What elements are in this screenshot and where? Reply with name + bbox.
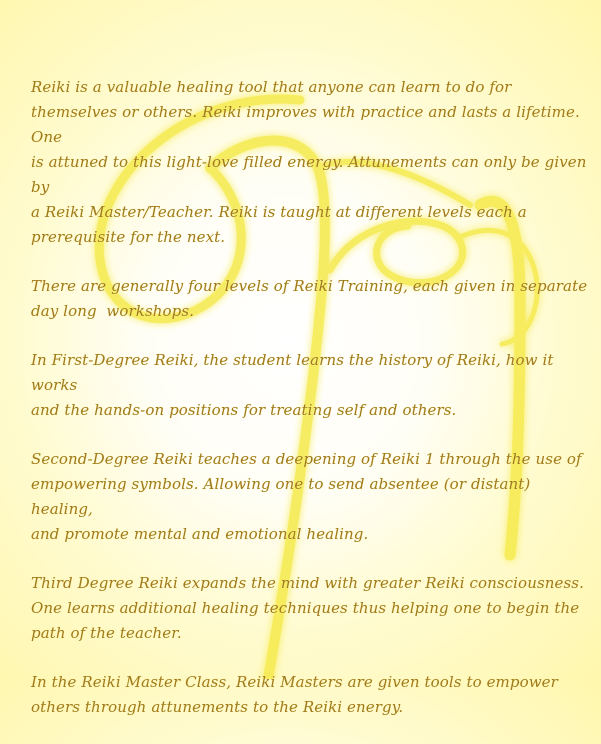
text-line: Reiki is a valuable healing tool that anyone can learn to do for <box>31 78 512 96</box>
text-line: day long workshops. <box>31 302 195 320</box>
second-degree-paragraph <box>31 447 591 547</box>
intro-paragraph <box>31 75 591 250</box>
text-line: One learns additional healing techniques thus helping one to begin the <box>31 599 580 617</box>
text-line: and promote mental and emotional healing. <box>31 525 369 543</box>
text-line: a Reiki Master/Teacher. Reiki is taught at different levels each a <box>31 203 527 221</box>
text-line: empowering symbols. Allowing one to send absentee (or distant) healing, <box>31 475 531 518</box>
levels-paragraph <box>31 274 591 324</box>
third-degree-paragraph <box>31 571 591 646</box>
text-line: In the Reiki Master Class, Reiki Masters are given tools to empower <box>31 673 558 691</box>
text-line: path of the teacher. <box>31 624 182 642</box>
text-line: There are generally four levels of Reiki Training, each given in separate <box>31 277 588 295</box>
text-line: Second-Degree Reiki teaches a deepening of Reiki 1 through the use of <box>31 450 582 468</box>
text-line: In First-Degree Reiki, the student learns the history of Reiki, how it works <box>31 351 554 394</box>
text-line: prerequisite for the next. <box>31 228 226 246</box>
master-class-paragraph <box>31 670 591 720</box>
text-line: Third Degree Reiki expands the mind with greater Reiki consciousness. <box>31 574 584 592</box>
text-line: is attuned to this light-love filled energy. Attunements can only be given by <box>31 153 587 196</box>
text-line: others through attunements to the Reiki energy. <box>31 698 404 716</box>
text-line: and the hands-on positions for treating self and others. <box>31 401 457 419</box>
reiki-text-block <box>31 75 591 744</box>
text-line: themselves or others. Reiki improves with practice and lasts a lifetime. One <box>31 103 580 146</box>
first-degree-paragraph <box>31 348 591 423</box>
